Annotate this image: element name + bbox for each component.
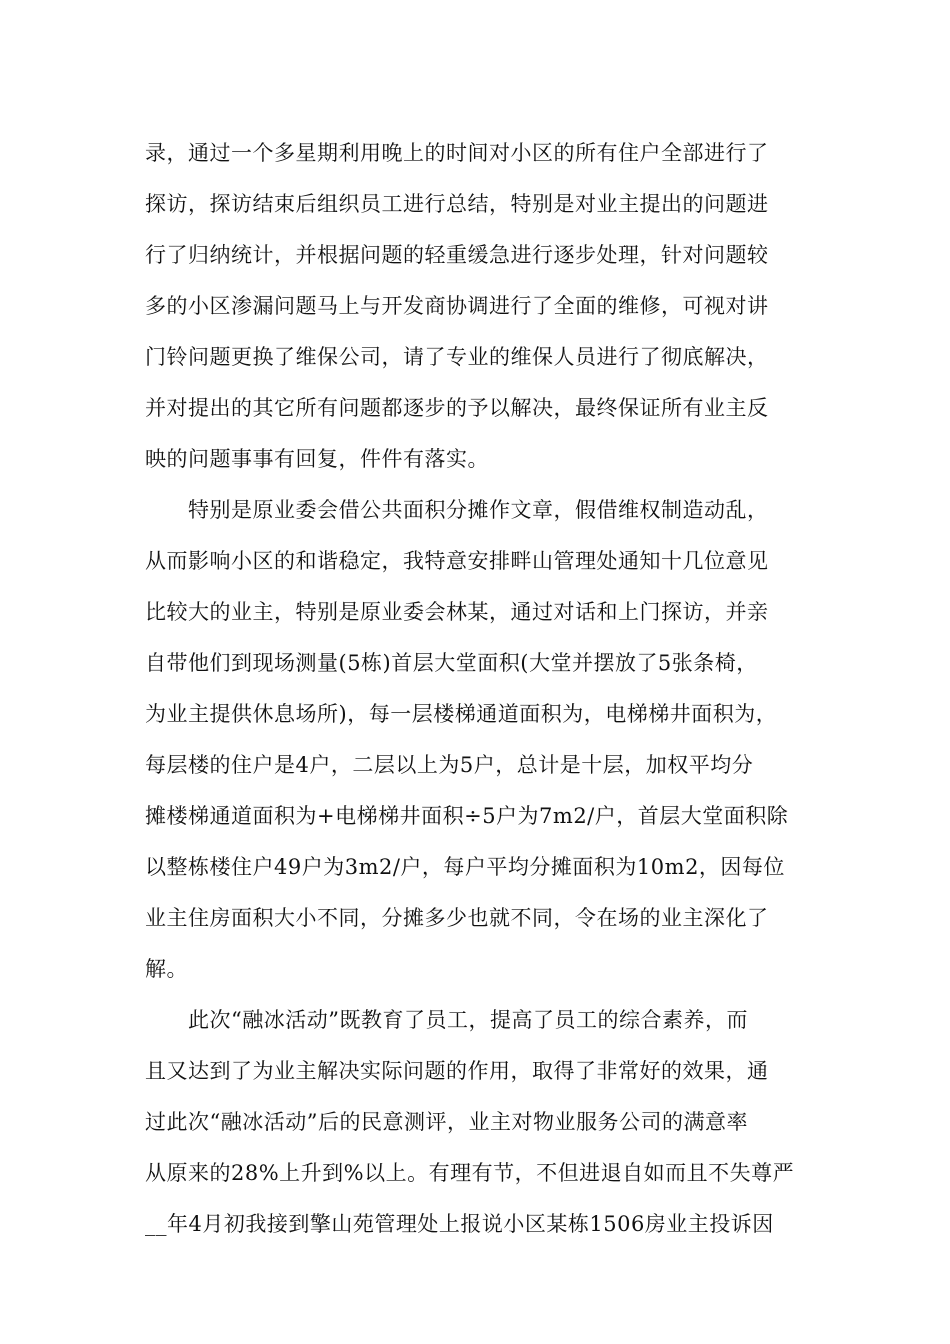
text-line: 映的问题事事有回复，件件有落实。	[145, 447, 489, 471]
text-line: 门铃问题更换了维保公司，请了专业的维保人员进行了彻底解决，	[145, 345, 769, 369]
text-line: 探访，探访结束后组织员工进行总结，特别是对业主提出的问题进	[145, 192, 769, 216]
document-body	[145, 128, 815, 1250]
text-line: 自带他们到现场测量(5栋)首层大堂面积(大堂并摆放了5张条椅，	[145, 651, 758, 675]
paragraph-1	[145, 128, 815, 485]
text-line: 业主住房面积大小不同，分摊多少也就不同，令在场的业主深化了	[145, 906, 769, 930]
text-line: 解。	[145, 957, 188, 981]
paragraph-3	[145, 995, 815, 1250]
text-line: 摊楼梯通道面积为+电梯梯井面积÷5户为7m2/户，首层大堂面积除	[145, 804, 789, 828]
text-line: 此次“融冰活动”既教育了员工，提高了员工的综合素养，而	[145, 1008, 748, 1032]
paragraph-2	[145, 485, 815, 995]
text-line: 并对提出的其它所有问题都逐步的予以解决，最终保证所有业主反	[145, 396, 769, 420]
text-line: 特别是原业委会借公共面积分摊作文章，假借维权制造动乱，	[145, 498, 769, 522]
text-line: 为业主提供休息场所)，每一层楼梯通道面积为，电梯梯井面积为，	[145, 702, 778, 726]
text-line: 每层楼的住户是4户，二层以上为5户，总计是十层，加权平均分	[145, 753, 754, 777]
text-line: 且又达到了为业主解决实际问题的作用，取得了非常好的效果，通	[145, 1059, 769, 1083]
text-line: 过此次“融冰活动”后的民意测评，业主对物业服务公司的满意率	[145, 1110, 748, 1134]
text-line: 从而影响小区的和谐稳定，我特意安排畔山管理处通知十几位意见	[145, 549, 769, 573]
text-line: 行了归纳统计，并根据问题的轻重缓急进行逐步处理，针对问题较	[145, 243, 769, 267]
text-line: 以整栋楼住户49户为3m2/户，每户平均分摊面积为10m2，因每位	[145, 855, 785, 879]
text-line: __年4月初我接到擎山苑管理处上报说小区某栋1506房业主投诉因	[145, 1212, 774, 1236]
text-line: 比较大的业主，特别是原业委会林某，通过对话和上门探访，并亲	[145, 600, 769, 624]
text-line: 录，通过一个多星期利用晚上的时间对小区的所有住户全部进行了	[145, 141, 769, 165]
text-line: 多的小区渗漏问题马上与开发商协调进行了全面的维修，可视对讲	[145, 294, 769, 318]
text-line: 从原来的28%上升到%以上。有理有节，不但进退自如而且不失尊严	[145, 1161, 795, 1185]
